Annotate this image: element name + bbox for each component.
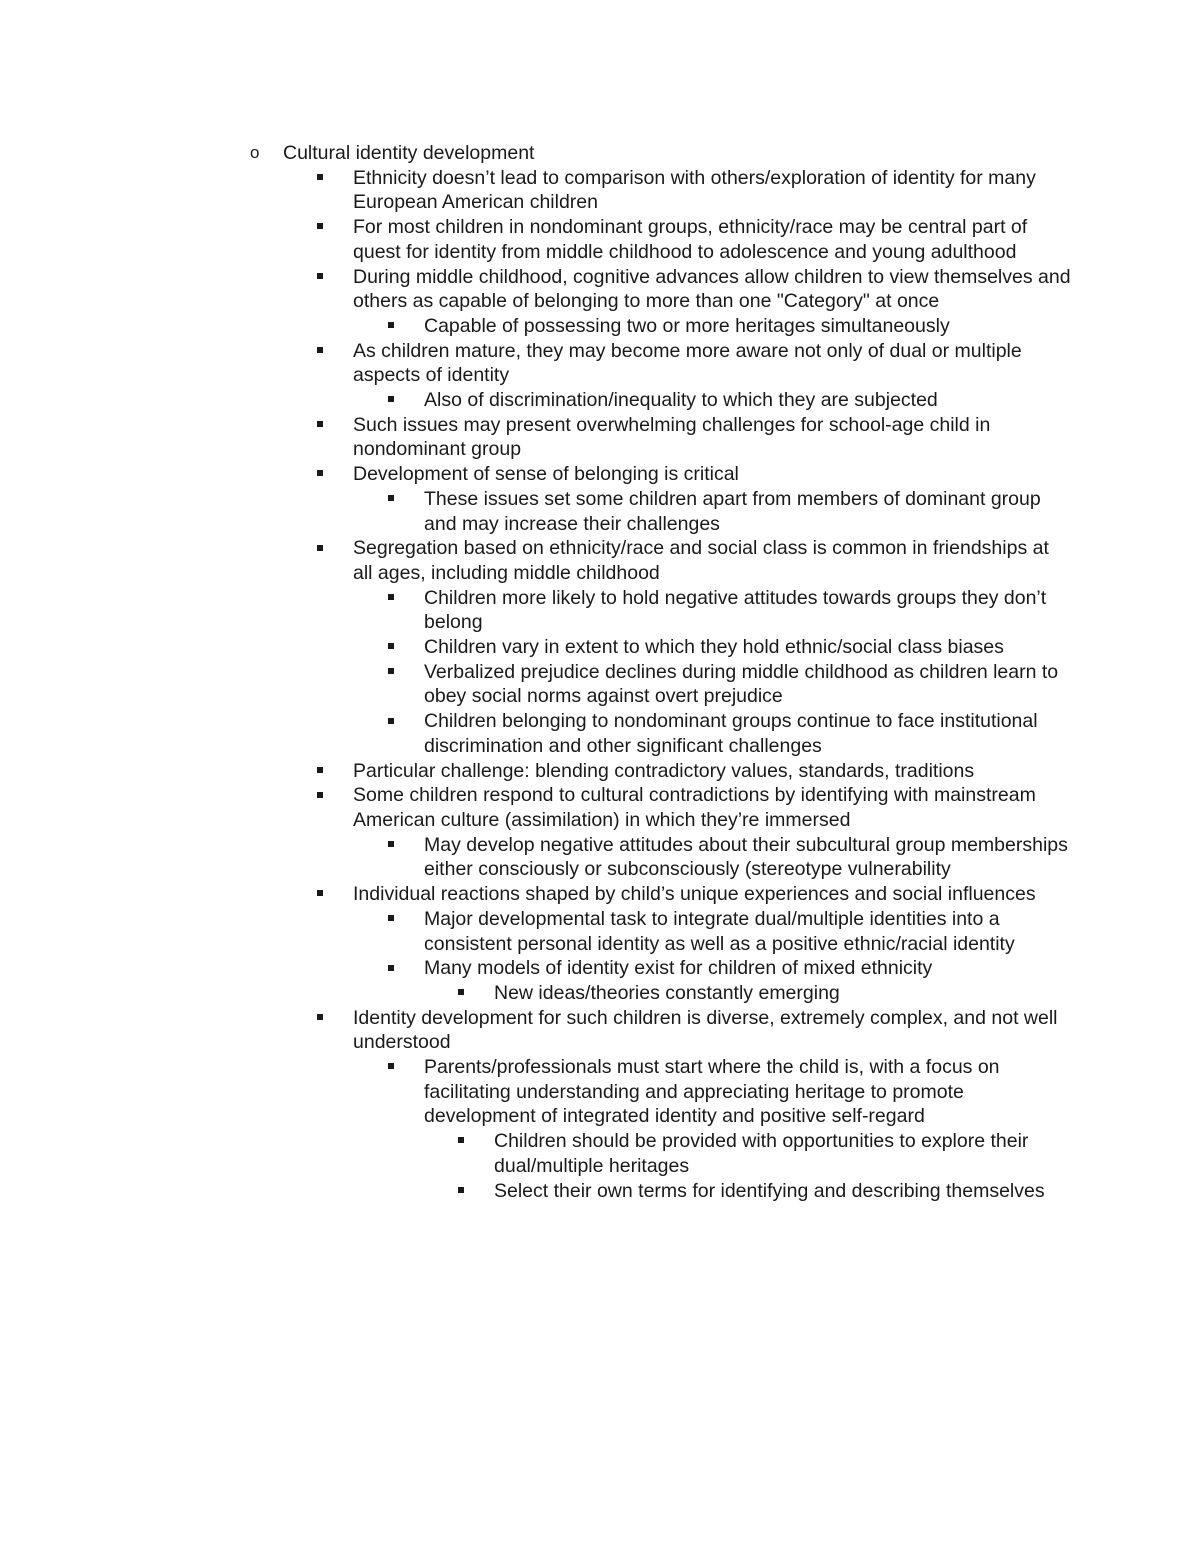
list-item-text: New ideas/theories constantly emerging [494,981,840,1004]
square-bullet-shape [317,174,323,180]
heading-text: Cultural identity development [283,142,535,164]
list-item-text: Ethnicity doesn’t lead to comparison with others/exploration of identity for many European American children [353,166,1036,214]
list-item-text: Parents/professionals must start where the child is, with a focus on facilitating understanding and appreciating heritage to promote development of integrated identity and positive self-regard [424,1056,1000,1128]
square-bullet-shape [317,273,323,279]
square-bullet-shape [388,594,394,600]
list-item-text: Particular challenge: blending contradictory values, standards, traditions [353,759,975,782]
list-item-text: These issues set some children apart from members of dominant group and may increase their challenges [424,487,1041,535]
list-item [353,339,1073,388]
list-item-text: Segregation based on ethnicity/race and social class is common in friendships at all ages, including middle childhood [353,537,1049,584]
square-bullet-icon [388,956,394,981]
square-bullet-shape [317,545,323,551]
list-item-text: Major developmental task to integrate dual/multiple identities into a consistent personal identity as well as a positive ethnic/racial identity [424,907,1015,955]
list-item-text: As children mature, they may become more aware not only of dual or multiple aspects of identity [353,339,1022,387]
square-bullet-shape [388,495,394,501]
square-bullet-icon [317,759,323,784]
square-bullet-shape [317,470,323,476]
square-bullet-shape [317,890,323,896]
list-item [353,265,1073,314]
square-bullet-shape [388,915,394,921]
list-item [353,759,1073,784]
list-item [494,1179,1074,1204]
square-bullet-icon [388,314,394,339]
list-item-text: May develop negative attitudes about their subcultural group memberships either consciously or subconsciously (stereotype vulnerability [424,833,1068,881]
square-bullet-shape [388,841,394,847]
square-bullet-shape [388,396,394,402]
square-bullet-icon [388,1055,394,1080]
square-bullet-shape [317,223,323,229]
list-item-text: Children should be provided with opportunities to explore their dual/multiple heritages [494,1130,1029,1177]
square-bullet-icon [317,166,323,191]
square-bullet-shape [388,965,394,971]
square-bullet-icon [388,660,394,685]
square-bullet-icon [388,907,394,932]
square-bullet-icon [388,487,394,512]
square-bullet-icon [317,413,323,438]
square-bullet-shape [317,1014,323,1020]
square-bullet-icon [317,265,323,290]
square-bullet-icon [317,339,323,364]
list-item-text: Select their own terms for identifying and describing themselves [494,1179,1045,1202]
list-item-text: Children vary in extent to which they hold ethnic/social class biases [424,636,1004,659]
square-bullet-icon [388,635,394,660]
list-item-text: Such issues may present overwhelming challenges for school-age child in nondominant group [353,413,991,461]
list-item [353,1006,1073,1055]
square-bullet-icon [458,1129,464,1154]
list-item [353,882,1073,907]
square-bullet-shape [458,1137,464,1143]
list-item-text: Some children respond to cultural contradictions by identifying with mainstream American culture (assimilation) in which they’re immersed [353,784,1036,831]
list-item [424,833,1074,882]
list-item [353,536,1073,585]
list-item [424,660,1074,709]
list-item [353,413,1073,462]
square-bullet-shape [388,322,394,328]
list-item [353,783,1073,832]
list-item-text: During middle childhood, cognitive advances allow children to view themselves and others as capable of belonging to more than one "Category" at once [353,265,1071,313]
list-item-text: Development of sense of belonging is critical [353,463,739,486]
list-item [424,388,1074,413]
square-bullet-icon [388,709,394,734]
square-bullet-icon [388,388,394,413]
square-bullet-shape [317,421,323,427]
list-item-text: Verbalized prejudice declines during middle childhood as children learn to obey social norms against overt prejudice [424,660,1059,708]
square-bullet-shape [317,767,323,773]
list-item [353,166,1073,215]
square-bullet-icon [388,833,394,858]
list-item [424,1055,1074,1129]
list-item [353,462,1073,487]
list-item [424,635,1074,660]
list-item [424,586,1074,635]
square-bullet-icon [458,981,464,1006]
document-outline [0,141,1200,1203]
square-bullet-icon [317,462,323,487]
square-bullet-shape [317,792,323,798]
square-bullet-icon [458,1179,464,1204]
square-bullet-icon [317,1006,323,1031]
square-bullet-shape [317,347,323,353]
list-item [353,215,1073,264]
bullet-list [0,166,1200,1204]
list-item-text: Also of discrimination/inequality to which they are subjected [424,389,938,412]
list-item [494,1129,1074,1178]
list-item-text: For most children in nondominant groups, ethnicity/race may be central part of quest for identity from middle childhood to adolescence and young adulthood [353,216,1028,263]
list-item [424,956,1074,981]
square-bullet-icon [317,215,323,240]
square-bullet-shape [388,643,394,649]
list-item-text: Capable of possessing two or more heritages simultaneously [424,314,950,337]
outline-heading [250,141,1063,166]
square-bullet-shape [388,668,394,674]
list-item-text: Identity development for such children is diverse, extremely complex, and not well understood [353,1006,1058,1054]
list-item-text: Children more likely to hold negative attitudes towards groups they don’t belong [424,586,1047,634]
list-item [424,314,1074,339]
list-item-text: Many models of identity exist for children of mixed ethnicity [424,957,933,980]
square-bullet-shape [388,1063,394,1069]
square-bullet-icon [317,536,323,561]
square-bullet-icon [317,882,323,907]
circle-bullet-icon: o [250,143,260,162]
list-item [424,907,1074,956]
list-item-text: Children belonging to nondominant groups continue to face institutional discrimination and other significant challenges [424,710,1038,757]
list-item-text: Individual reactions shaped by child’s unique experiences and social influences [353,883,1036,906]
square-bullet-icon [317,783,323,808]
square-bullet-shape [388,718,394,724]
square-bullet-shape [458,989,464,995]
square-bullet-shape [458,1187,464,1193]
list-item [494,981,1074,1006]
list-item [424,709,1074,758]
list-item [424,487,1074,536]
square-bullet-icon [388,586,394,611]
